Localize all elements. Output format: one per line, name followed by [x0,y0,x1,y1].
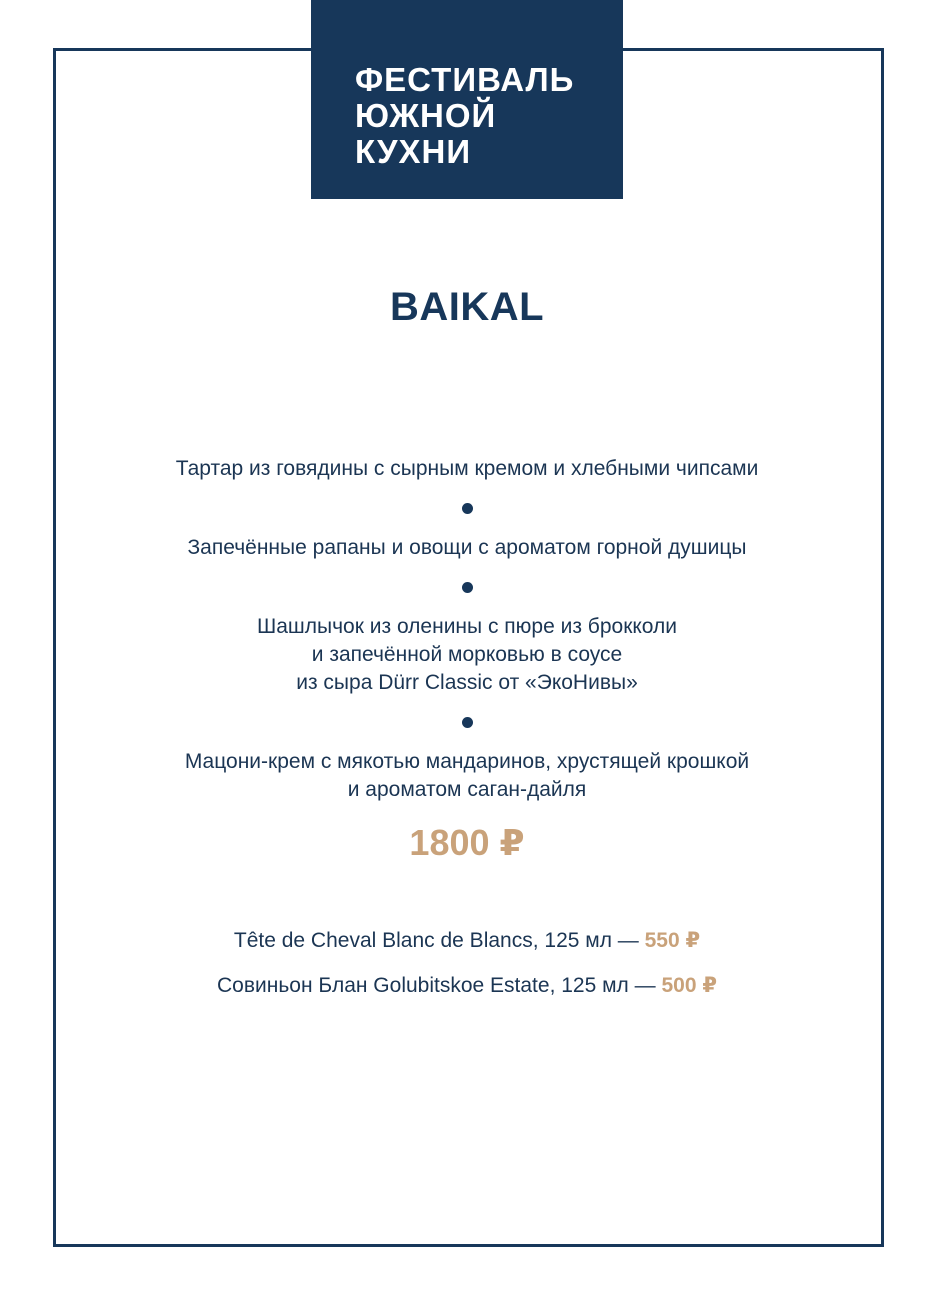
restaurant-name: BAIKAL [389,285,545,329]
festival-title [355,62,574,170]
dish-line: Шашлычок из оленины с пюре из брокколи [257,615,677,638]
dish-item [0,613,934,697]
wine-price: 550 ₽ [644,929,701,952]
wine-name: Совиньон Блан Golubitskoe Estate, 125 мл — [217,974,656,997]
festival-header [311,0,623,199]
dish-item [0,748,934,804]
wine-item [0,927,934,955]
dish-line: Тартар из говядины с сырным кремом и хлебными чипсами [175,457,759,480]
wine-price: 500 ₽ [661,974,717,997]
dish-item [0,534,934,562]
bullet-separator [462,503,473,514]
festival-title-line: ФЕСТИВАЛЬ [355,61,575,98]
dish-line: Запечённые рапаны и овощи с ароматом горной душицы [187,536,747,559]
wine-item [0,972,934,1000]
wine-list [0,927,934,1017]
set-price: 1800 ₽ [409,822,525,863]
festival-title-line: ЮЖНОЙ [355,97,497,134]
dish-list [0,455,934,804]
dish-line: из сыра Dürr Classic от «ЭкоНивы» [296,671,638,694]
dish-line: и ароматом саган-дайля [347,778,587,801]
bullet-separator [462,582,473,593]
wine-name: Tête de Cheval Blanc de Blancs, 125 мл — [233,929,639,952]
dish-item [0,455,934,483]
dish-line: и запечённой морковью в соусе [311,643,623,666]
bullet-separator [462,717,473,728]
dish-line: Мацони-крем с мякотью мандаринов, хрустящей крошкой [184,750,750,773]
festival-title-line: КУХНИ [355,133,472,170]
